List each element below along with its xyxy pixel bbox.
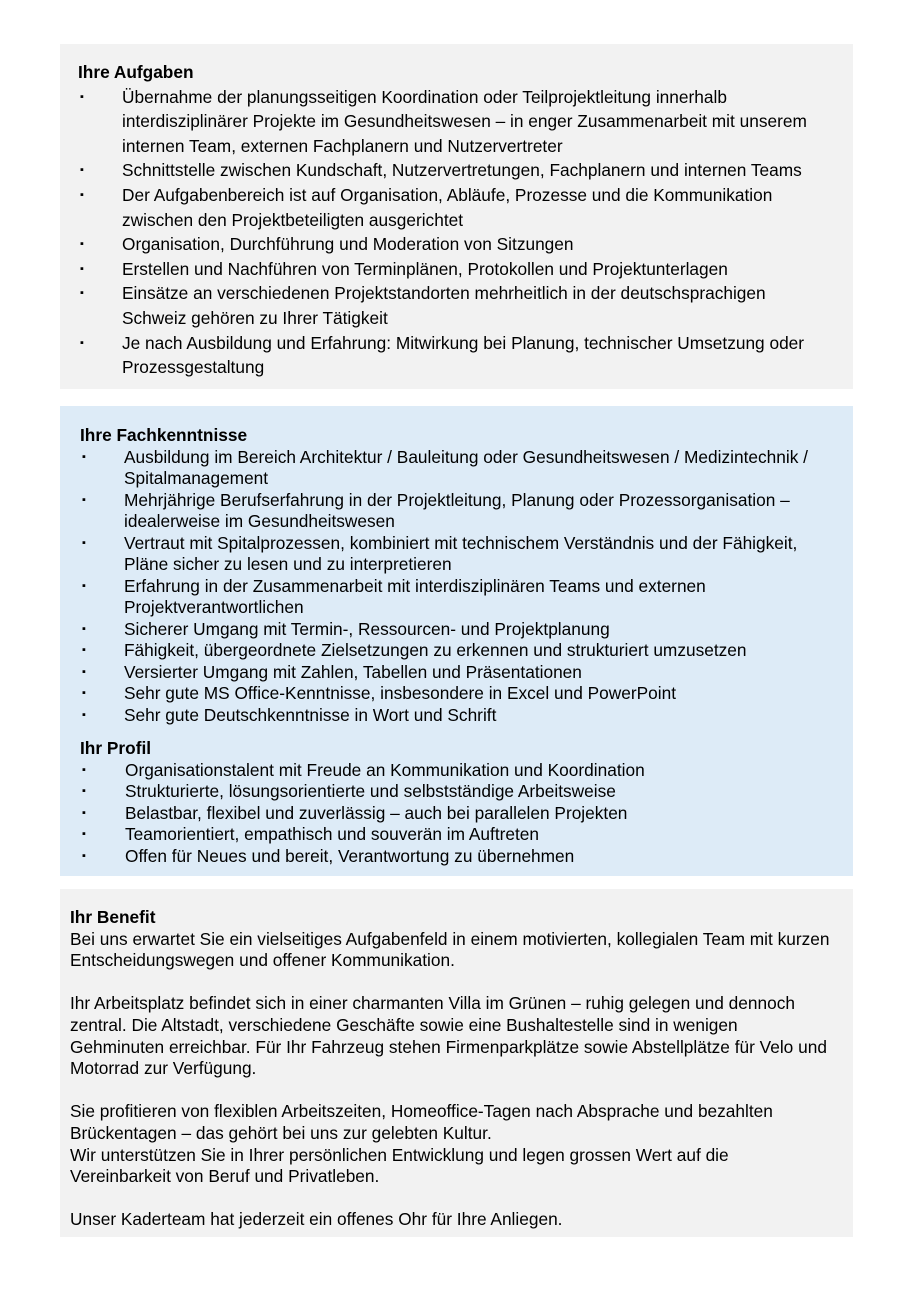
list-item-text: Einsätze an verschiedenen Projektstandorten mehrheitlich in der deutschsprachigen Schweiz gehören zu Ihrer Tätigkeit [122,283,766,328]
bullet-icon: ▪ [80,336,84,349]
list-item-text: Übernahme der planungsseitigen Koordination oder Teilprojektleitung innerhalb interdisziplinärer Projekte im Gesundheitswesen – in enger Zusammenarbeit mit unserem internen Team, externen Fachplanern und Nutzervertreter [122,86,807,156]
bullet-icon: ▪ [82,579,86,592]
benefit-paragraph [70,929,833,972]
list-item [80,576,833,619]
bullet-icon: ▪ [82,493,86,506]
list-item [78,232,833,257]
benefit-paragraph [70,993,833,1079]
list-item-text: Mehrjährige Berufserfahrung in der Projektleitung, Planung oder Prozessorganisation – idealerweise im Gesundheitswesen [124,489,790,531]
list-item [78,281,833,330]
benefit-paragraph [70,1209,833,1231]
list-item [78,257,833,282]
paragraph-line: Ihr Arbeitsplatz befindet sich in einer charmanten Villa im Grünen – ruhig gelegen und dennoch zentral. Die Altstadt, verschiedene Geschäfte sowie eine Bushaltestelle sind in wenigen Gehminuten erreichbar. Für Ihr Fahrzeug stehen Firmenparkplätze sowie Abstellplätze für Velo und Motorrad zur Verfügung. [70,993,827,1079]
section-title: Ihre Fachkenntnisse [80,425,248,445]
list-item-text: Sicherer Umgang mit Termin-, Ressourcen- und Projektplanung [124,618,610,639]
section-benefit [60,889,853,1237]
list-item-text: Offen für Neues und bereit, Verantwortung zu übernehmen [125,845,575,866]
bullet-icon: ▪ [82,536,86,549]
list-item [80,760,833,782]
list-item [78,331,833,380]
bullet-icon: ▪ [82,785,86,797]
bullet-icon: ▪ [82,665,86,678]
list-item-text: Erfahrung in der Zusammenarbeit mit interdisziplinären Teams und externen Projektverantwortlichen [124,575,706,617]
aufgaben-list [78,85,833,380]
list-item [78,158,833,183]
list-item [80,447,833,490]
list-item-text: Organisationstalent mit Freude an Kommunikation und Koordination [125,759,645,780]
list-item [80,803,833,825]
list-item [80,619,833,641]
bullet-icon: ▪ [80,188,84,201]
bullet-icon: ▪ [82,687,86,699]
bullet-icon: ▪ [82,763,86,776]
list-item [78,85,833,159]
list-item-text: Schnittstelle zwischen Kundschaft, Nutzervertretungen, Fachplanern und internen Teams [122,160,802,181]
bullet-icon: ▪ [82,644,86,656]
list-item-text: Teamorientiert, empathisch und souverän im Auftreten [125,824,540,844]
list-item-text: Sehr gute MS Office-Kenntnisse, insbesondere in Excel und PowerPoint [124,683,677,703]
bullet-icon: ▪ [82,450,86,463]
list-item [80,490,833,533]
list-item [80,640,833,662]
list-item-text: Fähigkeit, übergeordnete Zielsetzungen zu erkennen und strukturiert umzusetzen [124,640,747,660]
section-aufgaben [60,44,853,389]
list-item-text: Organisation, Durchführung und Moderation von Sitzungen [122,234,574,255]
list-item [80,683,833,705]
paragraph-line: Sie profitieren von flexiblen Arbeitszeiten, Homeoffice-Tagen nach Absprache und bezahlten Brückentagen – das gehört bei uns zur gelebten Kultur. [70,1101,773,1143]
bullet-icon: ▪ [80,90,84,103]
fachkenntnisse-list [80,447,833,727]
list-item-text: Versierter Umgang mit Zahlen, Tabellen und Präsentationen [124,661,582,682]
list-item [80,846,833,868]
paragraph-line: Wir unterstützen Sie in Ihrer persönlichen Entwicklung und legen grossen Wert auf die Vereinbarkeit von Beruf und Privatleben. [70,1144,729,1187]
bullet-icon: ▪ [82,849,86,862]
list-item-text: Sehr gute Deutschkenntnisse in Wort und Schrift [124,704,497,725]
profil-list [80,760,833,868]
benefit-paragraph [70,1101,833,1187]
section-title: Ihr Benefit [70,907,156,927]
list-item [80,662,833,684]
list-item-text: Erstellen und Nachführen von Terminplänen, Protokollen und Projektunterlagen [122,258,728,279]
section-title: Ihr Profil [80,738,152,758]
list-item-text: Ausbildung im Bereich Architektur / Bauleitung oder Gesundheitswesen / Medizintechnik / Spitalmanagement [124,446,808,488]
bullet-icon: ▪ [82,708,86,721]
paragraph-line: Unser Kaderteam hat jederzeit ein offenes Ohr für Ihre Anliegen. [70,1209,563,1230]
bullet-icon: ▪ [82,828,86,840]
list-item [80,824,833,846]
list-item-text: Der Aufgabenbereich ist auf Organisation, Abläufe, Prozesse und die Kommunikation zwischen den Projektbeteiligten ausgerichtet [122,184,773,230]
bullet-icon: ▪ [80,262,84,275]
section-title: Ihre Aufgaben [78,62,194,82]
list-item [80,533,833,576]
bullet-icon: ▪ [82,806,86,819]
bullet-icon: ▪ [82,622,86,635]
list-item [80,705,833,727]
bullet-icon: ▪ [80,164,84,177]
list-item [80,781,833,803]
section-fachkenntnisse-profil [60,406,853,876]
bullet-icon: ▪ [80,238,84,251]
benefit-body [70,929,833,1231]
list-item-text: Je nach Ausbildung und Erfahrung: Mitwirkung bei Planung, technischer Umsetzung oder Prozessgestaltung [122,332,805,378]
list-item-text: Vertraut mit Spitalprozessen, kombiniert mit technischem Verständnis und der Fähigkeit, Pläne sicher zu lesen und zu interpretieren [124,532,798,574]
paragraph-line: Bei uns erwartet Sie ein vielseitiges Aufgabenfeld in einem motivierten, kollegialen Team mit kurzen Entscheidungswegen und offener Kommunikation. [70,928,830,971]
bullet-icon: ▪ [80,287,84,300]
list-item-text: Belastbar, flexibel und zuverlässig – auch bei parallelen Projekten [125,802,628,823]
list-item [78,183,833,232]
list-item-text: Strukturierte, lösungsorientierte und selbstständige Arbeitsweise [125,781,616,801]
